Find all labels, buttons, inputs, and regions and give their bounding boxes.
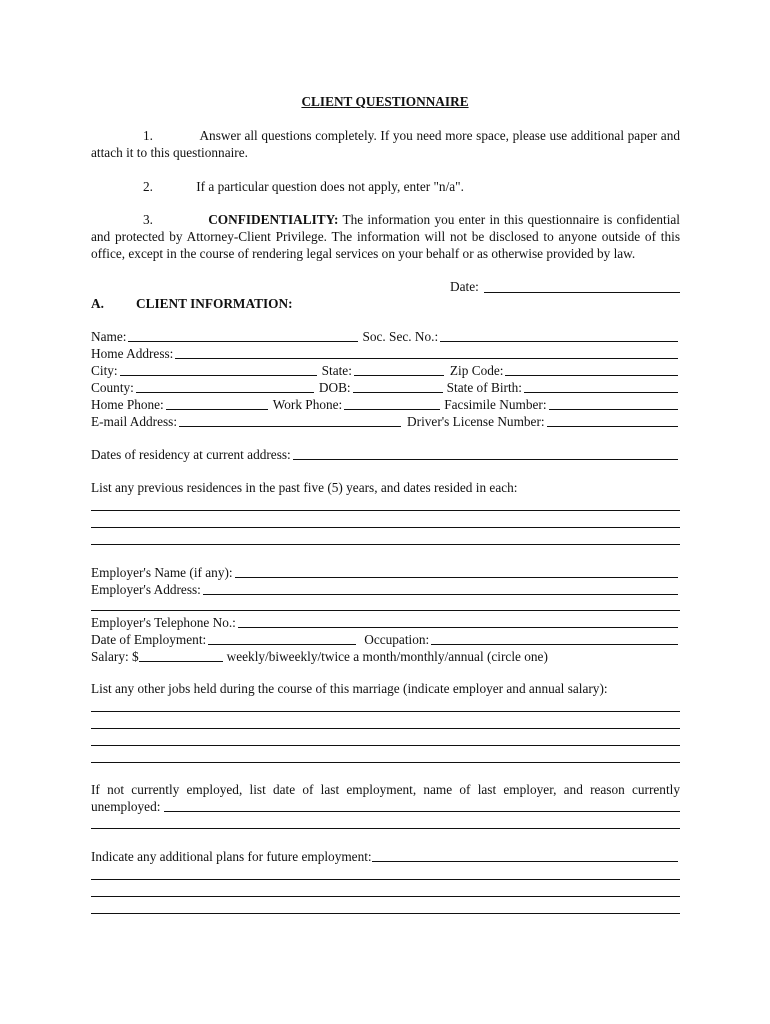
future-plans-line[interactable] xyxy=(91,879,680,880)
not-employed-field[interactable] xyxy=(164,811,680,812)
county-label: County: xyxy=(91,380,134,395)
name-field[interactable] xyxy=(128,329,358,342)
home-phone-label: Home Phone: xyxy=(91,397,164,412)
future-plans-line[interactable] xyxy=(91,896,680,897)
home-address-field[interactable] xyxy=(175,346,678,359)
email-label: E-mail Address: xyxy=(91,414,178,429)
instruction-1 xyxy=(91,127,680,161)
other-jobs-line[interactable] xyxy=(91,728,680,729)
row-home-address xyxy=(91,345,680,362)
employer-phone-field[interactable] xyxy=(238,615,678,628)
salary-label: Salary: $ xyxy=(91,649,139,664)
employer-address-line-2[interactable] xyxy=(91,610,680,611)
future-plans-line[interactable] xyxy=(91,913,680,914)
other-jobs-label: List any other jobs held during the course of this marriage (indicate employer and annual salary): xyxy=(91,681,608,696)
row-salary xyxy=(91,648,680,665)
section-letter: A. xyxy=(91,296,104,311)
date-field[interactable] xyxy=(484,292,680,293)
drivers-license-label: Driver's License Number: xyxy=(407,414,545,429)
occupation-field[interactable] xyxy=(431,632,678,645)
future-plans-field[interactable] xyxy=(372,849,678,862)
salary-field[interactable] xyxy=(139,649,223,662)
row-county xyxy=(91,379,680,396)
row-future-plans xyxy=(91,848,680,865)
prev-residences-label: List any previous residences in the past five (5) years, and dates resided in each: xyxy=(91,480,518,495)
occupation-label: Occupation: xyxy=(364,632,430,647)
not-employed-line[interactable] xyxy=(91,828,680,829)
state-label: State: xyxy=(321,363,352,378)
employer-phone-label: Employer's Telephone No.: xyxy=(91,615,236,630)
date-of-employment-label: Date of Employment: xyxy=(91,632,207,647)
date-of-employment-field[interactable] xyxy=(208,632,356,645)
confidentiality-heading: CONFIDENTIALITY: xyxy=(208,212,339,227)
document-title: CLIENT QUESTIONNAIRE xyxy=(301,94,469,109)
row-employer-name xyxy=(91,564,680,581)
future-plans-label: Indicate any additional plans for future employment: xyxy=(91,849,372,864)
fax-label: Facsimile Number: xyxy=(444,397,547,412)
county-field[interactable] xyxy=(136,380,314,393)
name-label: Name: xyxy=(91,329,127,344)
dob-label: DOB: xyxy=(318,380,351,395)
employer-address-field[interactable] xyxy=(203,582,678,595)
row-residency xyxy=(91,446,680,463)
ssn-label: Soc. Sec. No.: xyxy=(362,329,439,344)
row-employment-date xyxy=(91,631,680,648)
instruction-3-number: 3. xyxy=(143,212,153,227)
dob-field[interactable] xyxy=(353,380,443,393)
prev-residences-line[interactable] xyxy=(91,544,680,545)
employer-name-field[interactable] xyxy=(235,565,678,578)
city-label: City: xyxy=(91,363,118,378)
employer-address-label: Employer's Address: xyxy=(91,582,201,597)
instruction-1-text: Answer all questions completely. If you need more space, please use additional paper and attach it to this questionnaire. xyxy=(91,128,680,160)
fax-field[interactable] xyxy=(549,397,678,410)
salary-options[interactable]: weekly/biweekly/twice a month/monthly/annual (circle one) xyxy=(226,649,548,664)
employer-name-label: Employer's Name (if any): xyxy=(91,565,233,580)
instruction-3-text: The information you enter in this questionnaire is confidential and protected by Attorney-Client Privilege. The information will not be disclosed to anyone outside of this office, except in the course of rendering legal services on your behalf or as otherwise provided by law. xyxy=(91,212,680,261)
city-field[interactable] xyxy=(120,363,317,376)
instruction-2 xyxy=(91,178,680,195)
instruction-2-number: 2. xyxy=(143,179,153,194)
work-phone-label: Work Phone: xyxy=(272,397,343,412)
instruction-2-text: If a particular question does not apply, enter "n/a". xyxy=(196,179,464,194)
instruction-1-number: 1. xyxy=(143,128,153,143)
other-jobs-line[interactable] xyxy=(91,745,680,746)
row-employer-address xyxy=(91,581,680,598)
home-address-label: Home Address: xyxy=(91,346,174,361)
work-phone-field[interactable] xyxy=(344,397,440,410)
residency-dates-field[interactable] xyxy=(293,447,678,460)
other-jobs-line[interactable] xyxy=(91,762,680,763)
state-of-birth-label: State of Birth: xyxy=(446,380,522,395)
residency-dates-label: Dates of residency at current address: xyxy=(91,447,291,462)
ssn-field[interactable] xyxy=(440,329,678,342)
section-title: CLIENT INFORMATION: xyxy=(136,296,293,311)
zip-field[interactable] xyxy=(505,363,678,376)
drivers-license-field[interactable] xyxy=(547,414,678,427)
not-employed-text: If not currently employed, list date of last employment, name of last employer, and reason currently unemployed: xyxy=(91,782,680,814)
zip-label: Zip Code: xyxy=(449,363,504,378)
instruction-3 xyxy=(91,211,680,262)
row-email xyxy=(91,413,680,430)
not-employed-label xyxy=(91,781,680,815)
row-employer-phone xyxy=(91,614,680,631)
prev-residences-line[interactable] xyxy=(91,510,680,511)
other-jobs-line[interactable] xyxy=(91,711,680,712)
row-phones xyxy=(91,396,680,413)
state-field[interactable] xyxy=(354,363,444,376)
state-of-birth-field[interactable] xyxy=(524,380,678,393)
date-label: Date: xyxy=(450,279,479,294)
prev-residences-line[interactable] xyxy=(91,527,680,528)
row-city xyxy=(91,362,680,379)
home-phone-field[interactable] xyxy=(166,397,268,410)
row-name xyxy=(91,328,680,345)
email-field[interactable] xyxy=(179,414,401,427)
